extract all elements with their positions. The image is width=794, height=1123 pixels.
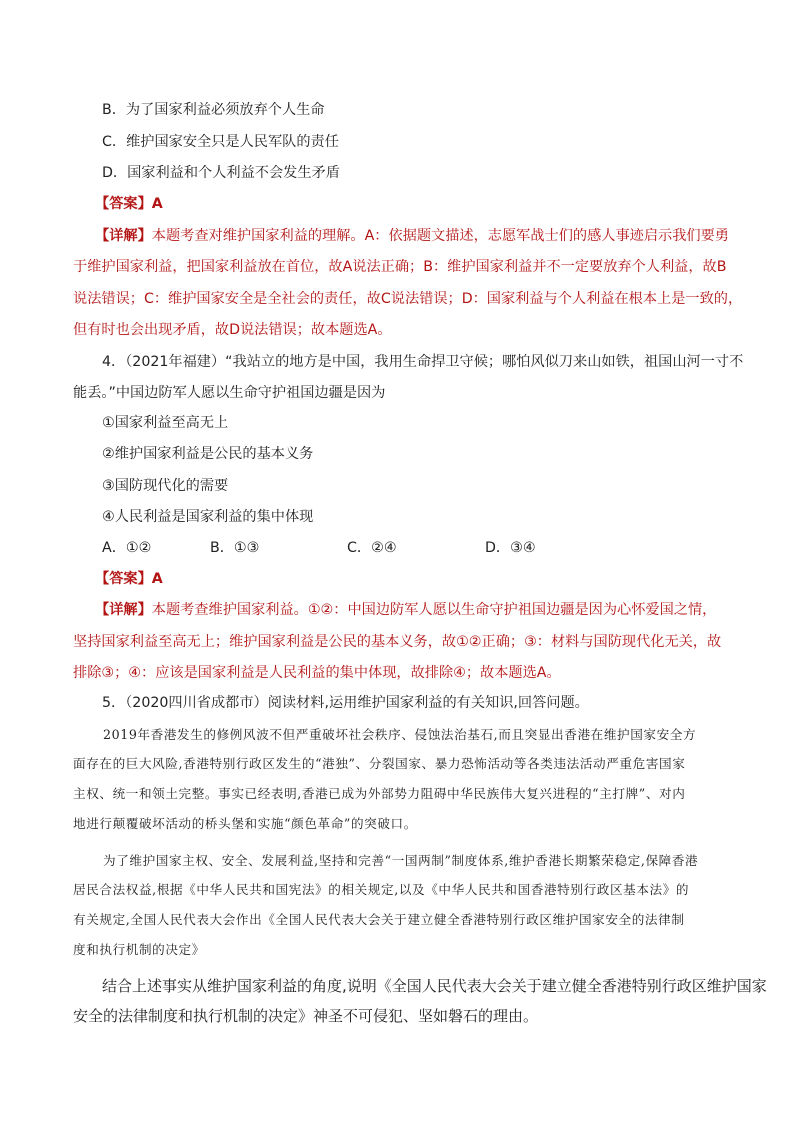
answer-q4	[95, 569, 163, 589]
detail-q3-line-1	[95, 226, 729, 246]
detail-q4-line-2: 坚持国家利益至高无上；维护国家利益是公民的基本义务，故①②正确；③：材料与国防现代化无关，故	[73, 634, 722, 650]
material-para-1-line-1: 2019年香港发生的修例风波不但严重破坏社会秩序、侵蚀法治基石,而且突显出香港在维护国家安全方	[103, 727, 697, 742]
detail-q3-line-4: 但有时也会出现矛盾，故D说法错误；故本题选A。	[73, 322, 392, 338]
option-d: D．国家利益和个人利益不会发生矛盾	[102, 165, 340, 181]
option-c: C．维护国家安全只是人民军队的责任	[102, 134, 339, 150]
option-b: B．为了国家利益必须放弃个人生命	[102, 102, 325, 118]
detail-q4-line-1	[95, 600, 716, 620]
material-para-2-line-4: 度和执行机制的决定》	[73, 942, 205, 957]
detail-text: 本题考查维护国家利益。①②：中国边防军人愿以生命守护祖国边疆是因为心怀爱国之情，	[151, 602, 717, 618]
question-5-intro: 5．（2020四川省成都市）阅读材料,运用维护国家利益的有关知识,回答问题。	[102, 695, 589, 711]
statement-2: ②维护国家利益是公民的基本义务	[102, 446, 314, 462]
material-para-2-line-1: 为了维护国家主权、安全、发展利益,坚持和完善“一国两制”制度体系,维护香港长期繁荣稳定,保障香港	[103, 853, 699, 868]
statement-1: ①国家利益至高无上	[102, 415, 229, 431]
answer-tag: 【答案】	[95, 196, 152, 212]
material-para-1-line-3: 主权、统一和领土完整。事实已经表明,香港已成为外部势力阻碍中华民族伟大复兴进程的“主打牌”、对内	[73, 786, 686, 801]
choice-c: C．②④	[347, 540, 397, 556]
question-4-line-1: 4．（2021年福建）“我站立的地方是中国，我用生命捍卫守候；哪怕风似刀来山如铁，祖国山河一寸不	[102, 354, 744, 370]
detail-q3-line-3: 说法错误；C：维护国家安全是全社会的责任，故C说法错误；D：国家利益与个人利益在根本上是一致的，	[73, 291, 743, 307]
detail-q4-line-3: 排除③；④：应该是国家利益是人民利益的集中体现，故排除④；故本题选A。	[73, 665, 561, 681]
answer-q3	[95, 194, 163, 214]
material-para-1-line-2: 面存在的巨大风险,香港特别行政区发生的“港独”、分裂国家、暴力恐怖活动等各类违法活动严重危害国家	[73, 756, 686, 771]
detail-q3-line-2: 于维护国家利益，把国家利益放在首位，故A说法正确；B：维护国家利益并不一定要放弃个人利益，故B	[73, 259, 727, 275]
choice-b: B．①③	[210, 540, 260, 556]
answer-value: A	[151, 196, 163, 212]
choice-d: D．③④	[485, 540, 536, 556]
answer-tag: 【答案】	[95, 571, 152, 587]
detail-tag: 【详解】	[95, 228, 152, 244]
detail-text: 本题考查对维护国家利益的理解。A：依据题文描述，志愿军战士们的感人事迹启示我们要勇	[151, 228, 729, 244]
answer-value: A	[151, 571, 163, 587]
material-para-2-line-3: 有关规定,全国人民代表大会作出《全国人民代表大会关于建立健全香港特别行政区维护国家安全的法律制	[73, 912, 685, 927]
statement-4: ④人民利益是国家利益的集中体现	[102, 509, 314, 525]
statement-3: ③国防现代化的需要	[102, 478, 229, 494]
question-5-prompt-line-2: 安全的法律制度和执行机制的决定》神圣不可侵犯、坚如磐石的理由。	[73, 1007, 539, 1025]
choice-a: A．①②	[102, 540, 152, 556]
material-para-1-line-4: 地进行颠覆破坏活动的桥头堡和实施“颜色革命”的突破口。	[73, 816, 417, 831]
material-para-2-line-2: 居民合法权益,根据《中华人民共和国宪法》的相关规定,以及《中华人民共和国香港特别行政区基本法》的	[73, 882, 690, 897]
detail-tag: 【详解】	[95, 602, 152, 618]
question-5-prompt-line-1: 结合上述事实从维护国家利益的角度,说明《全国人民代表大会关于建立健全香港特别行政区维护国家	[102, 977, 767, 995]
question-4-line-2: 能丢。”中国边防军人愿以生命守护祖国边疆是因为	[73, 385, 386, 401]
